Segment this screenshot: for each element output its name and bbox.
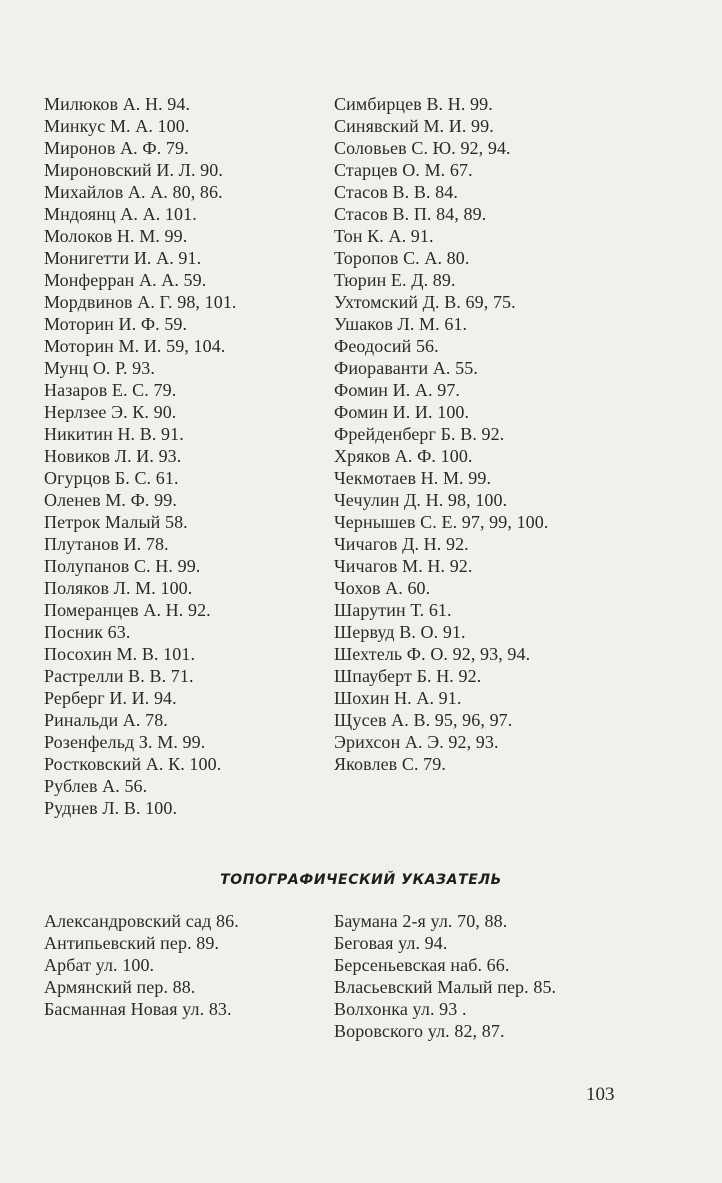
name-index-entry: Тюрин Е. Д. 89. (334, 270, 456, 290)
name-index-entry: Чекмотаев Н. М. 99. (334, 468, 492, 488)
topographic-index-entry: Басманная Новая ул. 83. (44, 999, 232, 1019)
topographic-index-entry: Баумана 2-я ул. 70, 88. (334, 911, 508, 931)
name-index-entry: Мироновский И. Л. 90. (44, 160, 223, 180)
name-index-entry: Феодосий 56. (334, 336, 439, 356)
name-index-entry: Фрейденберг Б. В. 92. (334, 424, 505, 444)
name-index-entry: Монферран А. А. 59. (44, 270, 207, 290)
topographic-index-entry: Берсеньевская наб. 66. (334, 955, 510, 975)
name-index-entry: Ушаков Л. М. 61. (334, 314, 468, 334)
name-index-entry: Соловьев С. Ю. 92, 94. (334, 138, 511, 158)
name-index-entry: Хряков А. Ф. 100. (334, 446, 473, 466)
name-index-entry: Никитин Н. В. 91. (44, 424, 184, 444)
topographic-index-entry: Антипьевский пер. 89. (44, 933, 220, 953)
name-index-entry: Милюков А. Н. 94. (44, 94, 191, 114)
name-index-entry: Шехтель Ф. О. 92, 93, 94. (334, 644, 531, 664)
name-index-entry: Чечулин Д. Н. 98, 100. (334, 490, 508, 510)
name-index-entry: Шарутин Т. 61. (334, 600, 452, 620)
topographic-index-right-column (334, 910, 599, 1042)
name-index-entry: Рерберг И. И. 94. (44, 688, 177, 708)
name-index-entry: Моторин М. И. 59, 104. (44, 336, 226, 356)
names-index-left-column (44, 93, 306, 819)
section-title: ТОПОГРАФИЧЕСКИЙ УКАЗАТЕЛЬ (220, 872, 502, 888)
topographic-index-entry: Армянский пер. 88. (44, 977, 196, 997)
topographic-index-entry: Арбат ул. 100. (44, 955, 155, 975)
name-index-entry: Посохин М. В. 101. (44, 644, 196, 664)
name-index-entry: Поляков Л. М. 100. (44, 578, 193, 598)
page-number: 103 (586, 1084, 615, 1105)
name-index-entry: Розенфельд З. М. 99. (44, 732, 206, 752)
name-index-entry: Фомин И. А. 97. (334, 380, 461, 400)
name-index-entry: Шохин Н. А. 91. (334, 688, 462, 708)
name-index-entry: Растрелли В. В. 71. (44, 666, 194, 686)
name-index-entry: Минкус М. А. 100. (44, 116, 190, 136)
name-index-entry: Молоков Н. М. 99. (44, 226, 188, 246)
name-index-entry: Плутанов И. 78. (44, 534, 169, 554)
name-index-entry: Торопов С. А. 80. (334, 248, 470, 268)
name-index-entry: Рублев А. 56. (44, 776, 148, 796)
name-index-entry: Руднев Л. В. 100. (44, 798, 178, 818)
name-index-entry: Миронов А. Ф. 79. (44, 138, 189, 158)
name-index-entry: Чичагов М. Н. 92. (334, 556, 473, 576)
name-index-entry: Эрихсон А. Э. 92, 93. (334, 732, 499, 752)
name-index-entry: Огурцов Б. С. 61. (44, 468, 179, 488)
name-index-entry: Фомин И. И. 100. (334, 402, 470, 422)
name-index-entry: Назаров Е. С. 79. (44, 380, 177, 400)
name-index-entry: Мунц О. Р. 93. (44, 358, 155, 378)
topographic-index-entry: Беговая ул. 94. (334, 933, 448, 953)
name-index-entry: Померанцев А. Н. 92. (44, 600, 211, 620)
name-index-entry: Чернышев С. Е. 97, 99, 100. (334, 512, 549, 532)
name-index-entry: Новиков Л. И. 93. (44, 446, 182, 466)
name-index-entry: Стасов В. В. 84. (334, 182, 458, 202)
name-index-entry: Щусев А. В. 95, 96, 97. (334, 710, 513, 730)
name-index-entry: Посник 63. (44, 622, 131, 642)
names-index-right-column (334, 93, 599, 775)
name-index-entry: Симбирцев В. Н. 99. (334, 94, 493, 114)
name-index-entry: Чохов А. 60. (334, 578, 431, 598)
name-index-entry: Мордвинов А. Г. 98, 101. (44, 292, 237, 312)
name-index-entry: Стасов В. П. 84, 89. (334, 204, 487, 224)
topographic-index-entry: Волхонка ул. 93 . (334, 999, 467, 1019)
topographic-index-entry: Воровского ул. 82, 87. (334, 1021, 505, 1041)
topographic-index-entry: Александровский сад 86. (44, 911, 239, 931)
name-index-entry: Полупанов С. Н. 99. (44, 556, 201, 576)
name-index-entry: Оленев М. Ф. 99. (44, 490, 177, 510)
name-index-entry: Монигетти И. А. 91. (44, 248, 202, 268)
name-index-entry: Старцев О. М. 67. (334, 160, 473, 180)
topographic-index-left-column (44, 910, 306, 1020)
name-index-entry: Мндоянц А. А. 101. (44, 204, 197, 224)
name-index-entry: Чичагов Д. Н. 92. (334, 534, 469, 554)
name-index-entry: Ринальди А. 78. (44, 710, 168, 730)
name-index-entry: Фиораванти А. 55. (334, 358, 478, 378)
name-index-entry: Шпауберт Б. Н. 92. (334, 666, 482, 686)
name-index-entry: Ухтомский Д. В. 69, 75. (334, 292, 516, 312)
name-index-entry: Ростковский А. К. 100. (44, 754, 222, 774)
name-index-entry: Синявский М. И. 99. (334, 116, 494, 136)
topographic-index-entry: Власьевский Малый пер. 85. (334, 977, 557, 997)
name-index-entry: Моторин И. Ф. 59. (44, 314, 188, 334)
name-index-entry: Михайлов А. А. 80, 86. (44, 182, 223, 202)
name-index-entry: Шервуд В. О. 91. (334, 622, 466, 642)
name-index-entry: Тон К. А. 91. (334, 226, 434, 246)
name-index-entry: Петрок Малый 58. (44, 512, 188, 532)
name-index-entry: Нерлзее Э. К. 90. (44, 402, 177, 422)
name-index-entry: Яковлев С. 79. (334, 754, 446, 774)
